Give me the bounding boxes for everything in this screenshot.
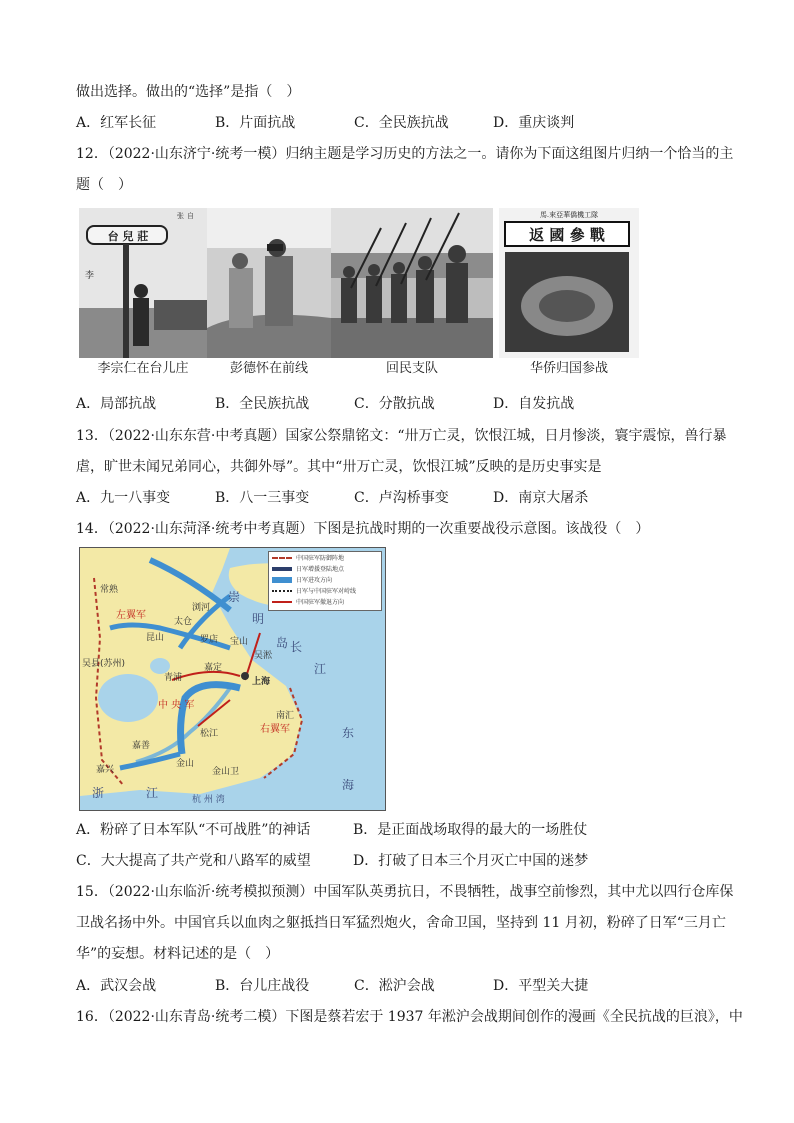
photo-peng-dehuai (207, 208, 331, 358)
label-nanhui: 南汇 (276, 711, 295, 721)
legend-item-landing: 日军增援登陆地点 (269, 563, 381, 574)
q11-stem-tail: 做出选择。做出的“选择”是指（ ） (76, 84, 301, 100)
label-jiashan: 嘉善 (132, 741, 151, 751)
label-youyijun: 右翼军 (260, 724, 290, 735)
poster-header: 馬.來亞華僑機工隊 (539, 211, 599, 219)
q11-option-a[interactable]: A．红军长征 (76, 115, 157, 131)
poster-title: 返 國 參 戰 (529, 226, 605, 244)
label-taicang: 太仓 (174, 617, 193, 627)
q12-stem-line1: 12．（2022·山东济宁·统考一模）归纳主题是学习历史的方法之一。请你为下面这组图片归纳一个恰当的主 (76, 146, 734, 162)
label-ming: 明 (252, 612, 265, 626)
q15-options (76, 976, 632, 996)
q13-option-a[interactable]: A．九一八事变 (76, 490, 171, 506)
q13-option-c[interactable]: C．卢沟桥事变 (354, 490, 449, 506)
label-dong: 东 (342, 726, 355, 740)
q11-option-b[interactable]: B．片面抗战 (215, 115, 296, 131)
legend-item-frontline: 日军与中国驻军对峙线 (269, 585, 381, 596)
svg-text:李: 李 (85, 271, 95, 281)
label-changshu: 常熟 (100, 585, 119, 595)
label-kunshan: 昆山 (146, 633, 165, 643)
q12-option-c[interactable]: C．分散抗战 (354, 396, 435, 412)
label-jiading: 嘉定 (204, 663, 223, 673)
label-zhe: 浙 (92, 786, 105, 800)
q15-option-a[interactable]: A．武汉会战 (76, 978, 157, 994)
q15-option-b[interactable]: B．台儿庄战役 (215, 978, 310, 994)
caption-huaqiao: 华侨归国参战 (529, 361, 608, 376)
legend-item-retreat: 中国驻军撤退方向 (269, 596, 381, 607)
label-dao: 岛 (276, 636, 289, 650)
q15-option-c[interactable]: C．淞沪会战 (354, 978, 435, 994)
caption-huimin-zhidui: 回民支队 (385, 361, 438, 376)
label-songjiang: 松江 (200, 729, 219, 739)
q14-option-a[interactable]: A．粉碎了日本军队“不可战胜”的神话 (76, 822, 311, 838)
q14-option-d[interactable]: D．打破了日本三个月灭亡中国的迷梦 (353, 853, 589, 869)
q15-stem-line3: 华”的妄想。材料记述的是（ ） (76, 946, 280, 962)
label-jiang: 江 (314, 662, 327, 676)
photo-li-zongren (79, 208, 207, 358)
label-qingpu: 青浦 (164, 673, 183, 683)
q13-option-b[interactable]: B．八一三事变 (215, 490, 310, 506)
label-jinshanwei: 金山卫 (212, 767, 240, 777)
label-jinshan: 金山 (176, 759, 195, 769)
photo-sign-text: 台 兒 莊 (107, 230, 149, 243)
q12-photo-strip (79, 208, 639, 380)
legend-item-defense: 中国驻军防御阵地 (269, 552, 381, 563)
q11-options (76, 113, 632, 133)
label-baoshan: 宝山 (230, 637, 249, 647)
label-zhongyangjun: 中 央 军 (158, 700, 195, 711)
label-hai: 海 (342, 778, 355, 792)
label-zhejiang-jiang: 江 (146, 786, 159, 800)
q13-options (76, 488, 632, 508)
q14-options-row1 (76, 820, 587, 840)
q11-option-c[interactable]: C．全民族抗战 (354, 115, 449, 131)
label-chang: 长 (290, 640, 303, 654)
battle-map (79, 547, 386, 811)
q13-stem-line2: 虐，旷世未闻兄弟同心，共御外辱”。其中“卅万亡灵，饮恨江城”反映的是历史事实是 (76, 459, 602, 475)
label-suzhou: 吴县(苏州) (82, 659, 126, 669)
photo-huimin-zhidui (331, 208, 493, 358)
map-legend (268, 551, 382, 611)
q13-option-d[interactable]: D．南京大屠杀 (493, 490, 589, 506)
q13-stem-line1: 13．（2022·山东东营·中考真题）国家公祭鼎铭文：“卅万亡灵，饮恨江城，日月惨淡，寰宇震惊，兽行暴 (76, 428, 727, 444)
q11-option-d[interactable]: D．重庆谈判 (493, 115, 575, 131)
q12-option-a[interactable]: A．局部抗战 (76, 396, 157, 412)
label-jiaxing: 嘉兴 (96, 765, 115, 775)
q14-options-row2 (76, 851, 588, 871)
q12-option-d[interactable]: D．自发抗战 (493, 396, 575, 412)
caption-li-zongren: 李宗仁在台儿庄 (97, 361, 189, 376)
label-wusong: 吴淞 (254, 651, 273, 661)
caption-peng-dehuai: 彭德怀在前线 (229, 361, 308, 376)
label-chong: 崇 (228, 590, 241, 604)
q12-options (76, 394, 632, 414)
svg-text:自: 自 (187, 212, 194, 220)
q14-option-c[interactable]: C．大大提高了共产党和八路军的威望 (76, 853, 311, 869)
svg-text:张: 张 (177, 212, 184, 220)
q15-stem-line2: 卫战名扬中外。中国官兵以血肉之躯抵挡日军猛烈炮火，舍命卫国，坚持到 11 月初，粉碎了日军“三月亡 (76, 915, 726, 931)
q15-option-d[interactable]: D．平型关大捷 (493, 978, 589, 994)
label-shanghai: 上海 (252, 677, 271, 687)
q15-stem-line1: 15．（2022·山东临沂·统考模拟预测）中国军队英勇抗日，不畏牺牲，战事空前惨烈，其中尤以四行仓库保 (76, 884, 734, 900)
q14-stem: 14．（2022·山东菏泽·统考中考真题）下图是抗战时期的一次重要战役示意图。该战役（ ） (76, 521, 650, 537)
label-hangzhouwan: 杭 州 湾 (192, 795, 225, 805)
label-zuoyijun: 左翼军 (116, 610, 146, 621)
q12-option-b[interactable]: B．全民族抗战 (215, 396, 310, 412)
q14-option-b[interactable]: B．是正面战场取得的最大的一场胜仗 (353, 822, 588, 838)
photo-huaqiao-poster (499, 208, 639, 358)
legend-item-attack: 日军进攻方向 (269, 574, 381, 585)
label-luodian: 罗店 (200, 635, 219, 645)
q12-stem-line2: 题（ ） (76, 177, 132, 193)
q16-stem-line1: 16．（2022·山东青岛·统考二模）下图是蔡若宏于 1937 年淞沪会战期间创作的漫画《全民抗战的巨浪》，中 (76, 1009, 743, 1025)
label-liuhe: 浏河 (192, 603, 211, 613)
